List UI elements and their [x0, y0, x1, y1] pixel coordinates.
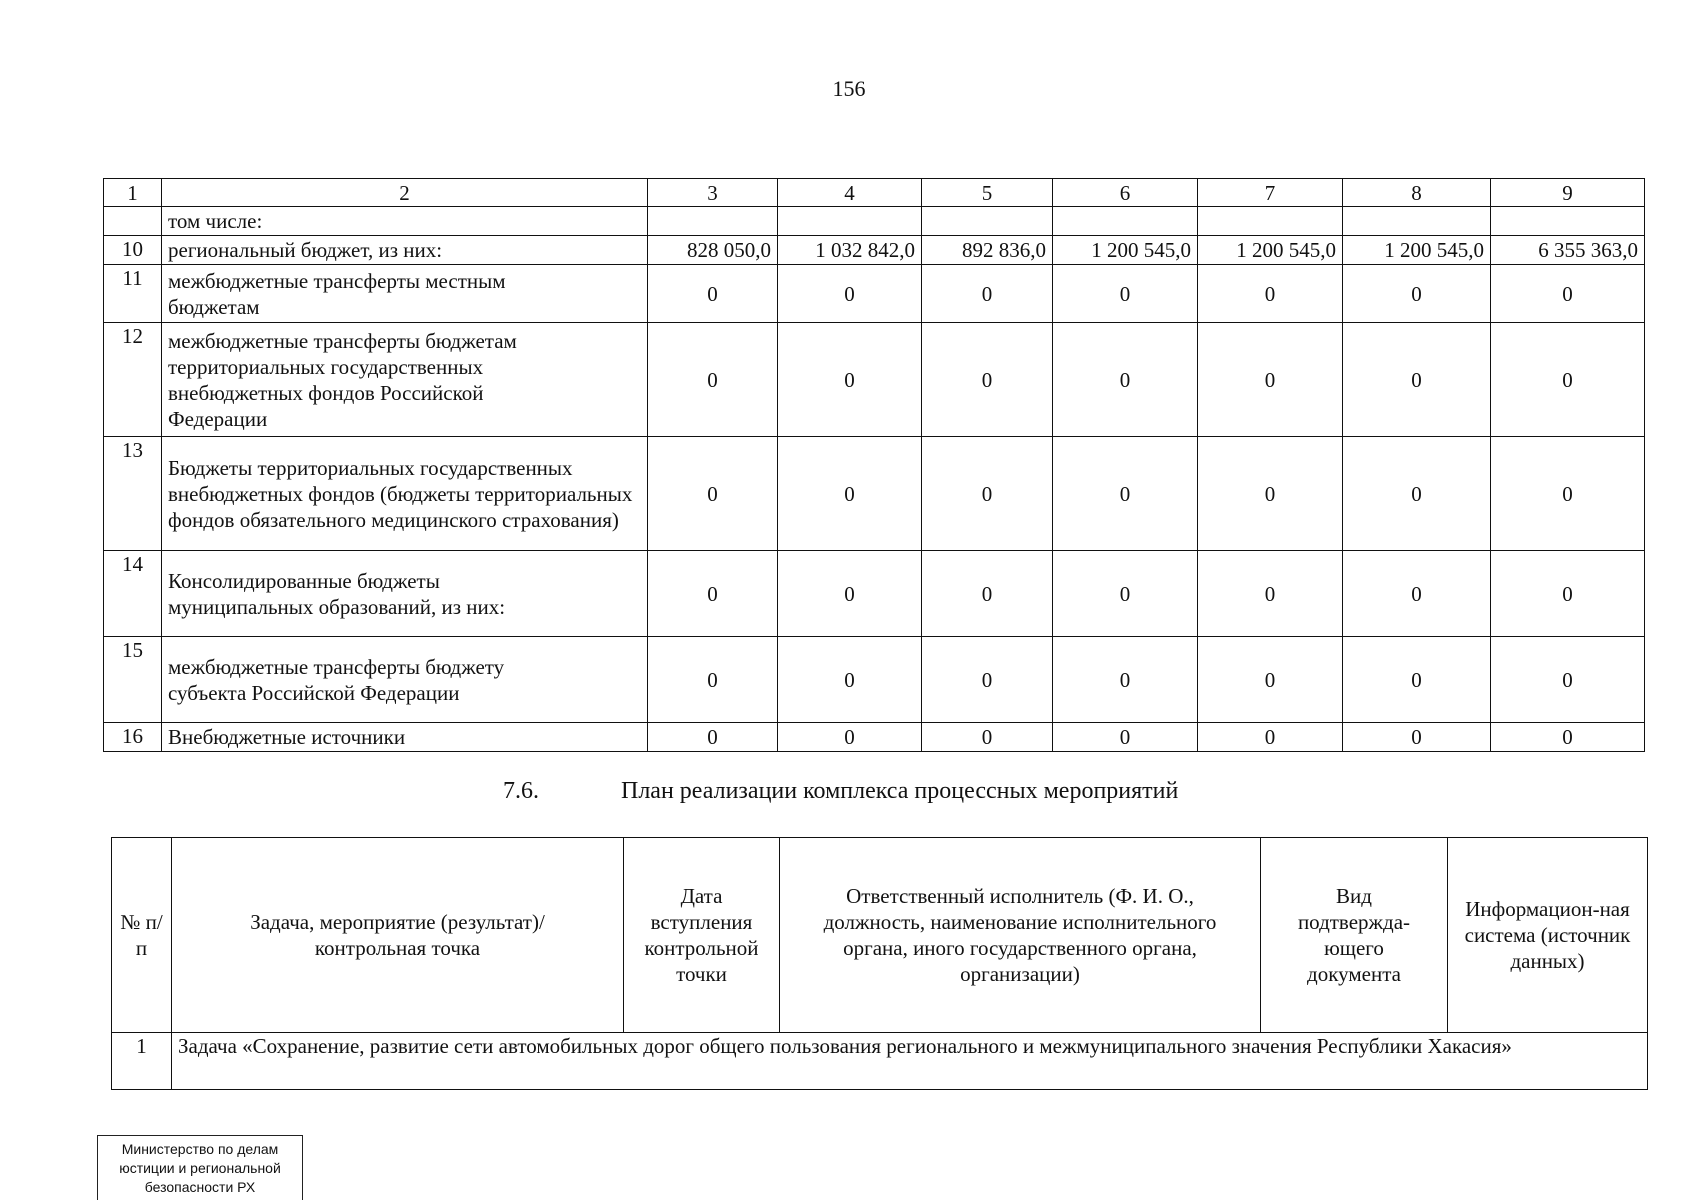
row-number: 12 — [104, 323, 162, 437]
page-number: 156 — [832, 76, 866, 101]
budget-header-cell: 3 — [648, 179, 778, 207]
plan-header-cell: № п/п — [112, 838, 172, 1033]
plan-header-cell: Информацион-ная система (источник данных) — [1448, 838, 1648, 1033]
row-value: 0 — [648, 637, 778, 723]
row-value: 0 — [922, 437, 1053, 551]
row-number: 16 — [104, 723, 162, 752]
row-value: 0 — [922, 637, 1053, 723]
row-value: 0 — [648, 265, 778, 323]
budget-header-cell: 4 — [778, 179, 922, 207]
row-value: 1 200 545,0 — [1053, 236, 1198, 265]
row-label: том числе: — [162, 207, 648, 236]
table-row — [104, 637, 1645, 723]
row-value: 1 032 842,0 — [778, 236, 922, 265]
row-value: 0 — [648, 323, 778, 437]
row-value: 0 — [1343, 323, 1491, 437]
row-label: межбюджетные трансферты бюджету субъекта Российской Федерации — [162, 637, 648, 723]
row-value: 0 — [778, 323, 922, 437]
row-value: 1 200 545,0 — [1198, 236, 1343, 265]
row-label: региональный бюджет, из них: — [162, 236, 648, 265]
row-value: 0 — [778, 637, 922, 723]
row-value: 0 — [922, 551, 1053, 637]
row-value: 0 — [1491, 551, 1645, 637]
row-value: 0 — [648, 723, 778, 752]
row-value: 0 — [1053, 723, 1198, 752]
row-value: 0 — [1198, 265, 1343, 323]
section-heading: План реализации комплекса процессных мероприятий — [621, 778, 1179, 804]
row-label: Консолидированные бюджеты муниципальных образований, из них: — [162, 551, 648, 637]
row-value: 0 — [922, 723, 1053, 752]
row-number: 14 — [104, 551, 162, 637]
row-value: 0 — [1053, 637, 1198, 723]
plan-header-row — [112, 838, 1648, 1033]
budget-header-cell: 7 — [1198, 179, 1343, 207]
row-value — [1491, 207, 1645, 236]
row-value: 0 — [1491, 723, 1645, 752]
budget-header-cell: 1 — [104, 179, 162, 207]
row-value: 0 — [1198, 637, 1343, 723]
row-value: 0 — [778, 551, 922, 637]
row-value: 0 — [1343, 437, 1491, 551]
row-value — [778, 207, 922, 236]
row-value: 0 — [1343, 637, 1491, 723]
row-label: Бюджеты территориальных государственных внебюджетных фондов (бюджеты территориальных фондов обязательного медицинского страхования) — [162, 437, 648, 551]
plan-header-cell: Вид подтвержда-ющего документа — [1261, 838, 1448, 1033]
row-number: 13 — [104, 437, 162, 551]
row-value: 0 — [1198, 551, 1343, 637]
section-number: 7.6. — [503, 778, 539, 804]
row-value: 828 050,0 — [648, 236, 778, 265]
row-value: 0 — [778, 723, 922, 752]
row-value: 0 — [778, 265, 922, 323]
row-value — [922, 207, 1053, 236]
row-value: 0 — [778, 437, 922, 551]
budget-header-cell: 9 — [1491, 179, 1645, 207]
row-value: 0 — [1491, 437, 1645, 551]
budget-header-cell: 5 — [922, 179, 1053, 207]
budget-header-cell: 8 — [1343, 179, 1491, 207]
budget-header-cell: 6 — [1053, 179, 1198, 207]
table-row — [104, 723, 1645, 752]
row-value: 0 — [648, 437, 778, 551]
row-value: 0 — [1198, 723, 1343, 752]
row-number: 10 — [104, 236, 162, 265]
row-number: 15 — [104, 637, 162, 723]
row-value: 0 — [1053, 437, 1198, 551]
row-value: 0 — [1198, 437, 1343, 551]
table-row — [104, 236, 1645, 265]
plan-header-cell: Дата вступления контрольной точки — [624, 838, 780, 1033]
table-row — [104, 551, 1645, 637]
row-label: межбюджетные трансферты местным бюджетам — [162, 265, 648, 323]
row-value: 0 — [1491, 323, 1645, 437]
table-row — [112, 1033, 1648, 1090]
row-value: 0 — [1491, 637, 1645, 723]
row-value: 0 — [1198, 323, 1343, 437]
row-number: 11 — [104, 265, 162, 323]
row-value: 0 — [1491, 265, 1645, 323]
row-value: 892 836,0 — [922, 236, 1053, 265]
row-value: 0 — [922, 265, 1053, 323]
table-row — [104, 323, 1645, 437]
row-value: 0 — [1053, 551, 1198, 637]
plan-table — [111, 837, 1648, 1090]
row-number — [104, 207, 162, 236]
row-value: 0 — [1343, 551, 1491, 637]
row-value: 0 — [1053, 323, 1198, 437]
table-row — [104, 437, 1645, 551]
budget-header-cell: 2 — [162, 179, 648, 207]
row-value — [1053, 207, 1198, 236]
ministry-stamp: Министерство по делам юстиции и региональной безопасности РХ — [97, 1135, 303, 1200]
row-value — [1198, 207, 1343, 236]
row-value: 0 — [1343, 265, 1491, 323]
budget-header-row — [104, 179, 1645, 207]
row-number: 1 — [112, 1033, 172, 1090]
table-row — [104, 207, 1645, 236]
row-value: 0 — [1053, 265, 1198, 323]
row-value: 6 355 363,0 — [1491, 236, 1645, 265]
row-value — [1343, 207, 1491, 236]
row-value — [648, 207, 778, 236]
task-cell: Задача «Сохранение, развитие сети автомобильных дорог общего пользования регионального и межмуниципального значения Республики Хакасия» — [172, 1033, 1648, 1090]
table-row — [104, 265, 1645, 323]
row-value: 1 200 545,0 — [1343, 236, 1491, 265]
plan-header-cell: Задача, мероприятие (результат)/ контрольная точка — [172, 838, 624, 1033]
plan-header-cell: Ответственный исполнитель (Ф. И. О., должность, наименование исполнительного органа, иного государственного органа, организации) — [780, 838, 1261, 1033]
row-label: межбюджетные трансферты бюджетам территориальных государственных внебюджетных фондов Российской Федерации — [162, 323, 648, 437]
row-value: 0 — [1343, 723, 1491, 752]
budget-table — [103, 178, 1645, 752]
row-value: 0 — [648, 551, 778, 637]
row-value: 0 — [922, 323, 1053, 437]
row-label: Внебюджетные источники — [162, 723, 648, 752]
